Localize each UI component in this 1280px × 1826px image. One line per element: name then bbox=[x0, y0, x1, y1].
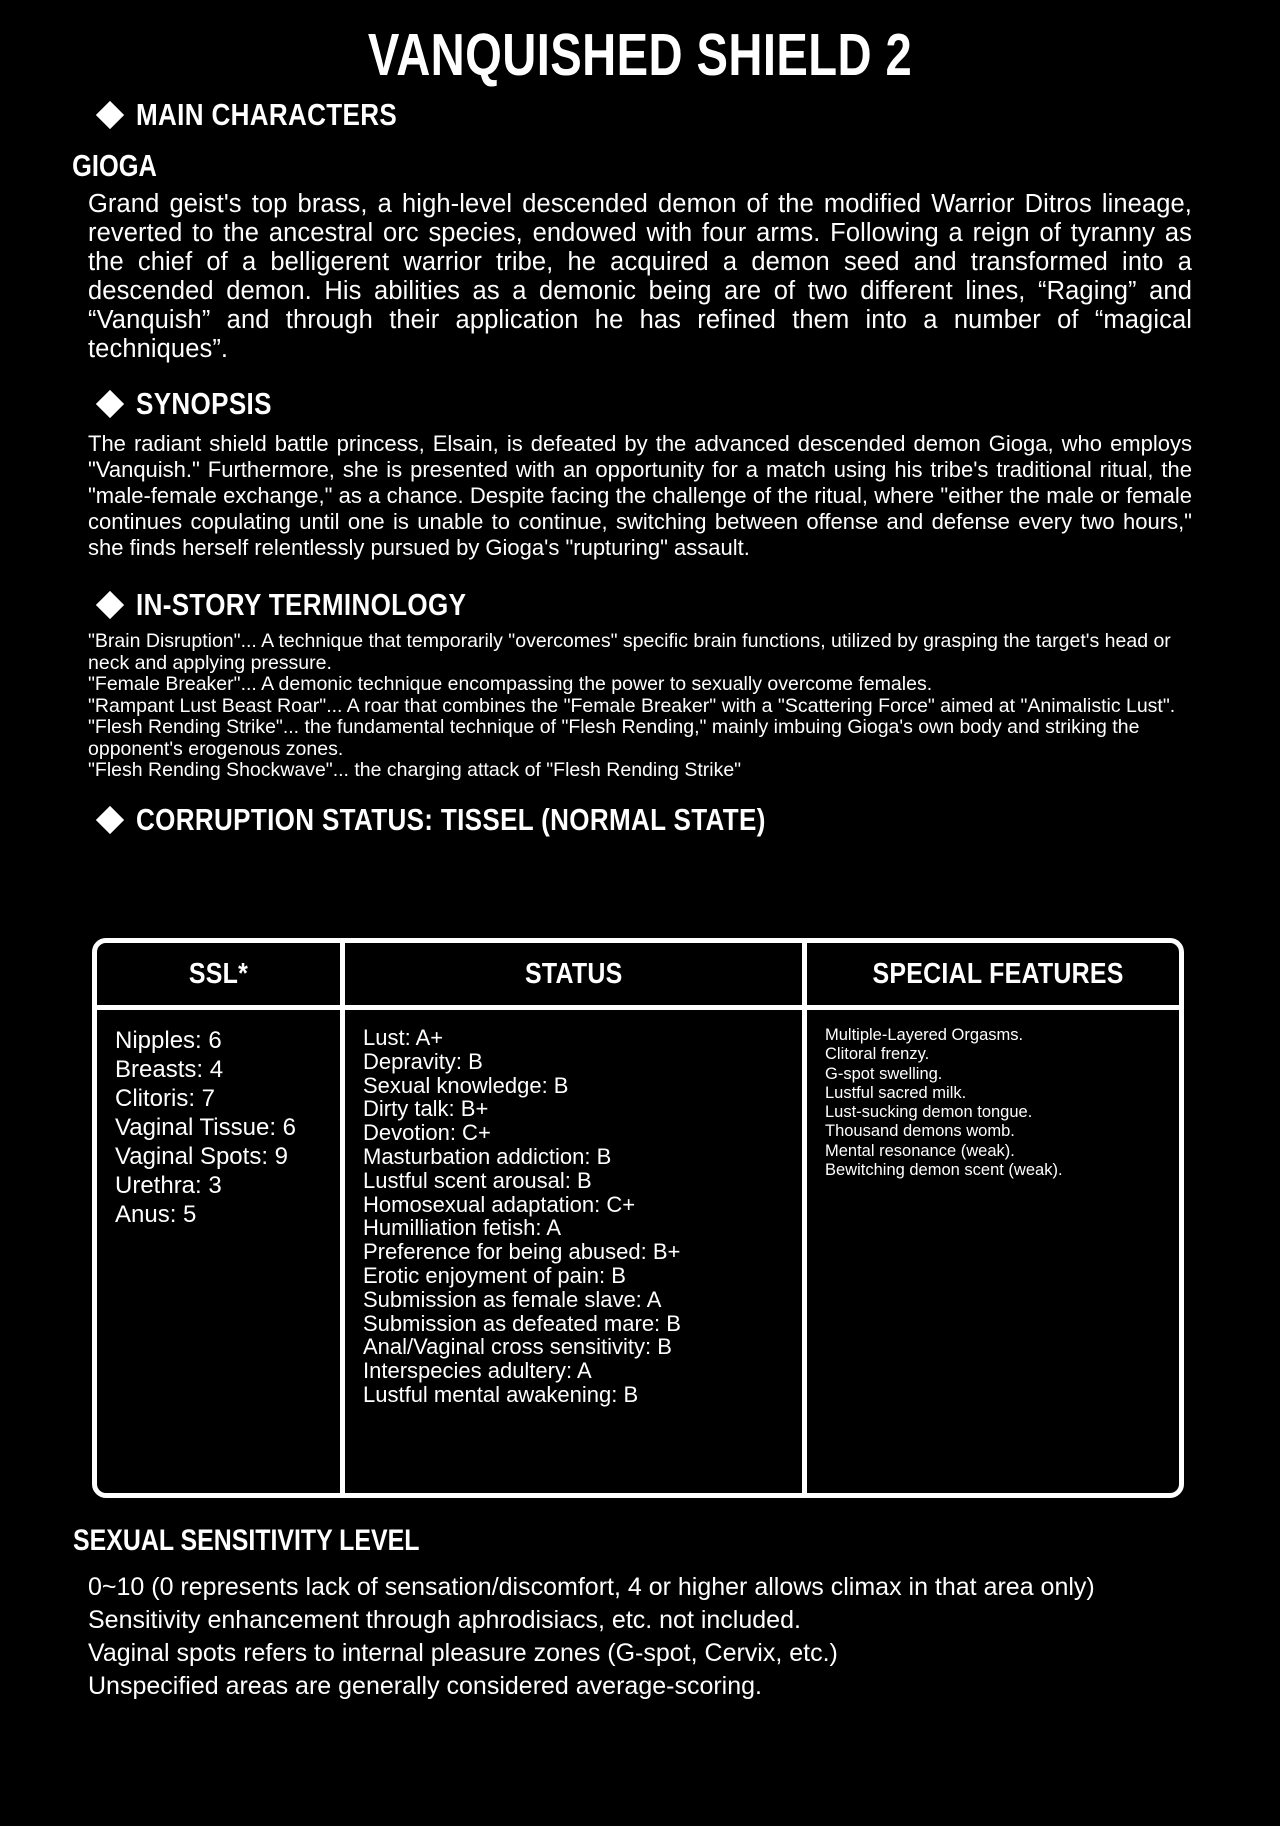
section-heading-label: IN-STORY TERMINOLOGY bbox=[136, 586, 467, 622]
terminology-list bbox=[88, 631, 1192, 782]
list-item: Lustful scent arousal: B bbox=[363, 1167, 592, 1193]
list-item: Submission as defeated mare: B bbox=[363, 1310, 681, 1336]
list-item: Multiple-Layered Orgasms. bbox=[825, 1026, 1024, 1044]
list-item: Anal/Vaginal cross sensitivity: B bbox=[363, 1334, 672, 1360]
list-item: Vaginal Tissue: 6 bbox=[115, 1114, 296, 1141]
list-item: Submission as female slave: A bbox=[363, 1286, 662, 1312]
list-item: Preference for being abused: B+ bbox=[363, 1239, 681, 1265]
table-column-header-special-features bbox=[805, 943, 1185, 1008]
list-item: Nipples: 6 bbox=[115, 1027, 222, 1054]
diamond-bullet-icon bbox=[96, 591, 124, 619]
section-heading-main-characters bbox=[0, 99, 1280, 132]
column-header-label: STATUS bbox=[524, 957, 623, 990]
list-item: Sexual knowledge: B bbox=[363, 1072, 569, 1098]
sensitivity-note: Vaginal spots refers to internal pleasure zones (G-spot, Cervix, etc.) bbox=[88, 1638, 838, 1667]
list-item: Depravity: B bbox=[363, 1048, 483, 1074]
corruption-status-table bbox=[92, 938, 1184, 1498]
special-features-cell-inner bbox=[807, 1010, 1184, 1180]
character-description: Grand geist's top brass, a high-level descended demon of the modified Warrior Ditros lineage, reverted to the ancestral orc species, endowed with four arms. Following a reign of tyranny as the chief of a belligerent warrior tribe, he acquired a demon seed and transformed into a descended demon. His abilities as a demonic being are of two different lines, “Raging” and “Vanquish” and through their application he has refined them into a number of “magical techniques”. bbox=[88, 190, 1192, 364]
sensitivity-section bbox=[0, 1525, 1280, 1703]
synopsis-text: The radiant shield battle princess, Elsain, is defeated by the advanced descended demon Gioga, who employs "Vanquish." Furthermore, she is presented with an opportunity for a match using his tribe's traditional ritual, the "male-female exchange," as a chance. Despite facing the challenge of the ritual, where "either the male or female continues copulating until one is unable to continue, switching between offense and defense every two hours," she finds herself relentlessly pursued by Gioga's "rupturing" assault. bbox=[88, 430, 1192, 560]
status-list bbox=[363, 1026, 802, 1407]
list-item: Dirty talk: B+ bbox=[363, 1096, 489, 1122]
column-header-label: SPECIAL FEATURES bbox=[872, 957, 1124, 990]
diamond-bullet-icon bbox=[96, 101, 124, 129]
terminology-entry: "Flesh Rending Shockwave"... the charging attack of "Flesh Rending Strike" bbox=[88, 759, 742, 782]
section-heading-label: MAIN CHARACTERS bbox=[136, 97, 398, 132]
character-name-heading: GIOGA bbox=[72, 147, 157, 183]
table-column-header-ssl bbox=[97, 943, 343, 1008]
table-cell-ssl bbox=[97, 1008, 343, 1494]
list-item: Humilliation fetish: A bbox=[363, 1215, 562, 1241]
sensitivity-note: 0~10 (0 represents lack of sensation/discomfort, 4 or higher allows climax in that area only) bbox=[88, 1572, 1095, 1601]
table-cell-special-features bbox=[805, 1008, 1185, 1494]
list-item: Urethra: 3 bbox=[115, 1172, 222, 1199]
page-title: VANQUISHED SHIELD 2 bbox=[367, 22, 913, 88]
main-characters-body bbox=[0, 190, 1280, 364]
list-item: Interspecies adultery: A bbox=[363, 1358, 592, 1384]
list-item: Mental resonance (weak). bbox=[825, 1141, 1015, 1160]
section-heading-synopsis bbox=[0, 388, 1280, 421]
sensitivity-notes bbox=[0, 1571, 1280, 1703]
list-item: Clitoral frenzy. bbox=[825, 1045, 930, 1064]
table-row bbox=[97, 1008, 1184, 1494]
sensitivity-note: Unspecified areas are generally considered average-scoring. bbox=[88, 1671, 762, 1700]
section-heading-terminology bbox=[0, 586, 1280, 622]
ssl-cell-inner bbox=[97, 1010, 340, 1229]
table-column-header-status bbox=[343, 943, 805, 1008]
terminology-entry: "Rampant Lust Beast Roar"... A roar that combines the "Female Breaker" with a "Scattering Force" aimed at "Animalistic Lust". bbox=[88, 694, 1176, 717]
list-item: Vaginal Spots: 9 bbox=[115, 1143, 289, 1170]
synopsis-body bbox=[0, 431, 1280, 561]
list-item: Lust-sucking demon tongue. bbox=[825, 1103, 1033, 1122]
diamond-bullet-icon bbox=[96, 390, 124, 418]
diamond-bullet-icon bbox=[96, 806, 124, 834]
table-body bbox=[97, 1008, 1184, 1494]
list-item: Lustful sacred milk. bbox=[825, 1083, 967, 1102]
list-item: Devotion: C+ bbox=[363, 1120, 491, 1146]
section-heading-label: SYNOPSIS bbox=[136, 386, 272, 422]
list-item: Erotic enjoyment of pain: B bbox=[363, 1262, 626, 1288]
list-item: Thousand demons womb. bbox=[825, 1122, 1015, 1141]
list-item: Breasts: 4 bbox=[115, 1056, 224, 1083]
list-item: Clitoris: 7 bbox=[115, 1085, 216, 1112]
special-features-list bbox=[825, 1026, 1184, 1180]
section-heading-label: CORRUPTION STATUS: TISSEL (NORMAL STATE) bbox=[136, 801, 766, 837]
table-cell-status bbox=[343, 1008, 805, 1494]
status-cell-inner bbox=[345, 1010, 802, 1407]
terminology-body bbox=[0, 631, 1280, 782]
sensitivity-heading: SEXUAL SENSITIVITY LEVEL bbox=[73, 1524, 420, 1557]
list-item: Masturbation addiction: B bbox=[363, 1143, 612, 1169]
list-item: G-spot swelling. bbox=[825, 1064, 943, 1083]
column-header-label: SSL* bbox=[188, 957, 249, 990]
terminology-entry: "Flesh Rending Strike"... the fundamental technique of "Flesh Rending," mainly imbuing Gioga's own body and striking the opponent's erogenous zones. bbox=[88, 716, 1140, 760]
list-item: Lustful mental awakening: B bbox=[363, 1381, 639, 1407]
ssl-list bbox=[115, 1026, 340, 1229]
sensitivity-note: Sensitivity enhancement through aphrodisiacs, etc. not included. bbox=[88, 1605, 801, 1634]
list-item: Lust: A+ bbox=[363, 1025, 444, 1050]
table-header-row bbox=[97, 943, 1184, 1008]
terminology-entry: "Female Breaker"... A demonic technique encompassing the power to sexually overcome females. bbox=[88, 673, 933, 696]
section-heading-corruption-status bbox=[0, 801, 1280, 837]
terminology-entry: "Brain Disruption"... A technique that temporarily "overcomes" specific brain functions, utilized by grasping the target's head or neck and applying pressure. bbox=[88, 630, 1171, 674]
list-item: Anus: 5 bbox=[115, 1201, 197, 1228]
status-table bbox=[97, 943, 1184, 1493]
list-item: Bewitching demon scent (weak). bbox=[825, 1161, 1063, 1180]
list-item: Homosexual adaptation: C+ bbox=[363, 1191, 636, 1217]
